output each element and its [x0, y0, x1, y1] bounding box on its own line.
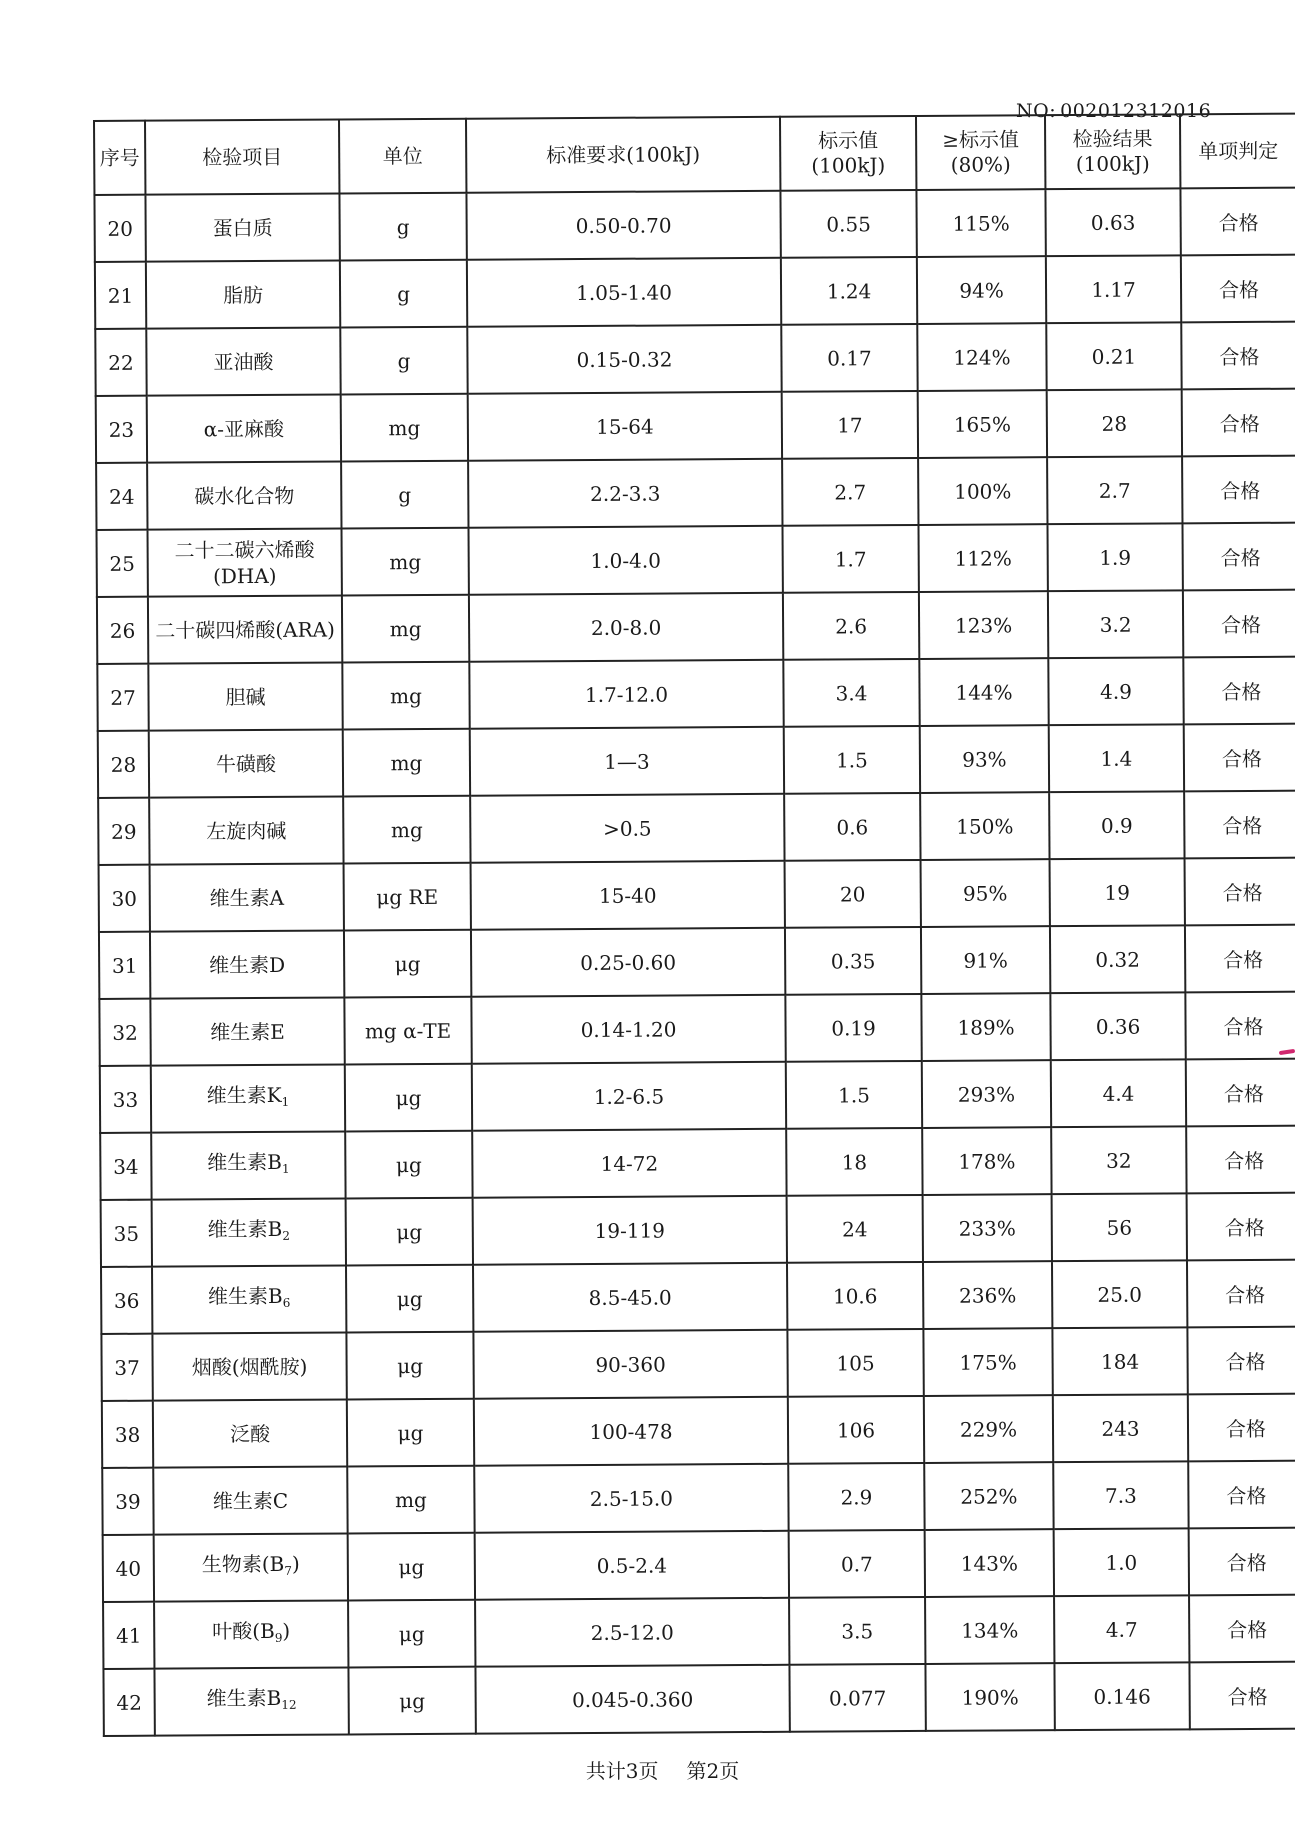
cell-no: 27	[97, 664, 148, 731]
cell-judgement: 合格	[1187, 1260, 1295, 1328]
header-no: 序号	[94, 121, 145, 195]
item-name: 生物素(B	[201, 1551, 285, 1577]
cell-judgement: 合格	[1182, 456, 1295, 524]
cell-item: 左旋肉碱	[149, 796, 343, 864]
cell-item	[151, 1131, 345, 1199]
cell-result: 1.9	[1047, 523, 1182, 591]
item-name-tail: )	[291, 1551, 300, 1576]
table-row	[97, 657, 1295, 731]
cell-unit: μg	[348, 1533, 475, 1601]
cell-unit: μg	[348, 1600, 475, 1668]
cell-no: 29	[98, 798, 149, 865]
cell-no: 23	[96, 396, 147, 463]
table-row	[102, 1461, 1295, 1535]
cell-labeled-value: 0.6	[784, 793, 920, 861]
cell-judgement: 合格	[1184, 791, 1295, 859]
table-row	[99, 992, 1295, 1066]
table-row	[100, 1059, 1295, 1133]
cell-unit: μg RE	[344, 863, 471, 931]
item-name-line2: (DHA)	[212, 563, 277, 588]
cell-item	[151, 1064, 345, 1132]
item-name: 维生素B	[207, 1216, 283, 1242]
cell-percent-of-labeled: 175%	[923, 1328, 1052, 1396]
cell-standard: 2.0-8.0	[469, 593, 783, 662]
cell-labeled-value: 0.17	[781, 324, 917, 392]
cell-labeled-value: 18	[786, 1128, 922, 1196]
cell-percent-of-labeled: 229%	[924, 1395, 1053, 1463]
cell-result: 4.4	[1051, 1059, 1186, 1127]
cell-percent-of-labeled: 178%	[922, 1127, 1051, 1195]
cell-percent-of-labeled: 94%	[917, 256, 1046, 324]
cell-labeled-value: 2.6	[783, 592, 919, 660]
cell-standard: 0.15-0.32	[467, 325, 781, 394]
cell-percent-of-labeled: 252%	[924, 1462, 1053, 1530]
cell-unit: μg	[346, 1332, 473, 1400]
cell-percent-of-labeled: 112%	[918, 524, 1047, 592]
table-header-row	[94, 114, 1295, 195]
cell-judgement: 合格	[1187, 1327, 1295, 1395]
cell-item	[152, 1265, 346, 1333]
header-pct-line1: ≥标示值	[942, 127, 1020, 152]
cell-no: 20	[94, 195, 145, 262]
cell-judgement: 合格	[1184, 724, 1295, 792]
cell-no: 31	[99, 932, 150, 999]
cell-standard: 0.25-0.60	[471, 928, 785, 997]
cell-standard: 15-64	[468, 392, 782, 461]
cell-unit: μg	[345, 1064, 472, 1132]
item-subscript: 1	[281, 1094, 290, 1109]
cell-unit: g	[340, 260, 467, 328]
cell-percent-of-labeled: 150%	[920, 792, 1049, 860]
cell-percent-of-labeled: 189%	[921, 993, 1050, 1061]
cell-labeled-value: 106	[788, 1396, 924, 1464]
item-name-tail: )	[282, 1618, 291, 1643]
cell-standard: 100-478	[474, 1397, 788, 1466]
cell-no: 41	[103, 1602, 154, 1669]
cell-labeled-value: 3.4	[783, 659, 919, 727]
cell-unit: mg	[341, 394, 468, 462]
cell-result: 2.7	[1047, 456, 1182, 524]
table-body	[94, 188, 1295, 1736]
cell-result: 4.7	[1054, 1595, 1189, 1663]
cell-standard: 15-40	[471, 861, 785, 930]
cell-item: 亚油酸	[146, 327, 340, 395]
cell-labeled-value: 20	[785, 860, 921, 928]
cell-unit: g	[339, 193, 466, 261]
cell-standard: 1—3	[470, 727, 784, 796]
cell-item: 维生素C	[153, 1466, 347, 1534]
item-name: 维生素K	[206, 1082, 282, 1108]
header-standard: 标准要求(100kJ)	[466, 117, 780, 193]
cell-item	[154, 1533, 348, 1601]
header-result-line2: (100kJ)	[1075, 151, 1150, 176]
cell-result: 0.36	[1050, 992, 1185, 1060]
cell-unit: mg	[342, 662, 469, 730]
item-name: 叶酸(B	[212, 1618, 275, 1644]
cell-judgement: 合格	[1185, 858, 1295, 926]
cell-labeled-value: 0.35	[785, 927, 921, 995]
item-subscript: 9	[274, 1630, 283, 1645]
table-row	[95, 255, 1295, 329]
cell-judgement: 合格	[1185, 992, 1295, 1060]
header-labeled-value	[780, 116, 916, 191]
cell-percent-of-labeled: 293%	[922, 1060, 1051, 1128]
cell-item: 胆碱	[148, 662, 342, 730]
cell-result: 56	[1052, 1193, 1187, 1261]
cell-percent-of-labeled: 124%	[917, 323, 1046, 391]
cell-result: 0.63	[1045, 188, 1180, 256]
table-row	[101, 1327, 1295, 1401]
report-number-value: 002012312016	[1060, 100, 1212, 122]
cell-standard: >0.5	[470, 794, 784, 863]
cell-no: 32	[99, 999, 150, 1066]
cell-labeled-value: 0.077	[789, 1664, 925, 1732]
cell-percent-of-labeled: 233%	[923, 1194, 1052, 1262]
cell-item: 烟酸(烟酰胺)	[152, 1332, 346, 1400]
cell-percent-of-labeled: 134%	[925, 1596, 1054, 1664]
cell-item: 维生素D	[150, 930, 344, 998]
item-name: 维生素B	[207, 1283, 283, 1309]
cell-result: 19	[1050, 858, 1185, 926]
item-name: 二十二碳六烯酸	[174, 537, 315, 563]
cell-standard: 1.2-6.5	[472, 1062, 786, 1131]
table-row	[103, 1595, 1295, 1669]
cell-judgement: 合格	[1183, 590, 1295, 658]
cell-no: 21	[95, 262, 146, 329]
cell-item	[148, 528, 342, 596]
cell-result: 0.32	[1050, 925, 1185, 993]
report-number-label: NO:	[1016, 100, 1057, 122]
cell-judgement: 合格	[1189, 1528, 1295, 1596]
cell-result: 3.2	[1048, 590, 1183, 658]
table-row	[99, 858, 1295, 932]
cell-no: 40	[103, 1535, 154, 1602]
cell-result: 4.9	[1048, 657, 1183, 725]
item-subscript: 2	[282, 1228, 291, 1243]
table-row	[97, 590, 1295, 664]
cell-unit: mg	[343, 796, 470, 864]
header-labeled-line1: 标示值	[818, 128, 879, 153]
cell-standard: 0.5-2.4	[475, 1531, 789, 1600]
cell-no: 34	[100, 1133, 151, 1200]
cell-labeled-value: 2.9	[788, 1463, 924, 1531]
cell-standard: 1.7-12.0	[469, 660, 783, 729]
cell-labeled-value: 24	[787, 1195, 923, 1263]
page-footer	[0, 1755, 1295, 1784]
cell-percent-of-labeled: 165%	[918, 390, 1047, 458]
cell-item: 维生素A	[150, 863, 344, 931]
table-row	[96, 389, 1295, 463]
cell-judgement: 合格	[1189, 1595, 1295, 1663]
cell-unit: μg	[348, 1667, 475, 1735]
cell-unit: μg	[345, 1131, 472, 1199]
cell-judgement: 合格	[1189, 1662, 1295, 1730]
cell-standard: 1.05-1.40	[467, 258, 781, 327]
cell-percent-of-labeled: 95%	[921, 859, 1050, 927]
cell-item	[152, 1198, 346, 1266]
cell-item: α-亚麻酸	[147, 394, 341, 462]
cell-no: 35	[101, 1200, 152, 1267]
cell-no: 22	[95, 329, 146, 396]
cell-standard: 0.045-0.360	[475, 1665, 789, 1734]
cell-percent-of-labeled: 236%	[923, 1261, 1052, 1329]
cell-labeled-value: 1.24	[781, 257, 917, 325]
cell-standard: 0.50-0.70	[466, 191, 780, 260]
cell-item	[154, 1600, 348, 1668]
cell-percent-of-labeled: 93%	[920, 725, 1049, 793]
cell-result: 243	[1053, 1394, 1188, 1462]
cell-no: 28	[98, 731, 149, 798]
cell-unit: g	[340, 327, 467, 395]
cell-no: 38	[102, 1401, 153, 1468]
cell-judgement: 合格	[1187, 1193, 1295, 1261]
cell-item: 二十碳四烯酸(ARA)	[148, 595, 342, 663]
table-row	[97, 523, 1295, 597]
cell-unit: mg	[347, 1466, 474, 1534]
cell-standard: 19-119	[473, 1196, 787, 1265]
cell-labeled-value: 1.5	[786, 1061, 922, 1129]
cell-unit: mg α-TE	[344, 997, 471, 1065]
cell-no: 26	[97, 597, 148, 664]
cell-item	[154, 1667, 348, 1735]
cell-result: 25.0	[1052, 1260, 1187, 1328]
inspection-results-table	[93, 113, 1295, 1737]
cell-unit: μg	[346, 1265, 473, 1333]
table-row	[103, 1528, 1295, 1602]
item-subscript: 7	[284, 1563, 293, 1578]
cell-item: 碳水化合物	[147, 461, 341, 529]
cell-labeled-value: 2.7	[782, 458, 918, 526]
cell-labeled-value: 0.19	[785, 994, 921, 1062]
cell-standard: 2.2-3.3	[468, 459, 782, 528]
footer-total-pages: 共计3页	[585, 1759, 659, 1783]
cell-labeled-value: 105	[787, 1329, 923, 1397]
header-result	[1045, 114, 1180, 189]
cell-no: 39	[102, 1468, 153, 1535]
cell-standard: 90-360	[473, 1330, 787, 1399]
cell-no: 25	[97, 530, 148, 597]
cell-percent-of-labeled: 123%	[919, 591, 1048, 659]
cell-standard: 8.5-45.0	[473, 1263, 787, 1332]
cell-standard: 0.14-1.20	[471, 995, 785, 1064]
cell-no: 30	[99, 865, 150, 932]
cell-judgement: 合格	[1180, 188, 1295, 256]
cell-percent-of-labeled: 115%	[916, 189, 1045, 257]
cell-standard: 1.0-4.0	[468, 526, 782, 595]
item-subscript: 1	[281, 1161, 290, 1176]
table-row	[98, 791, 1295, 865]
cell-percent-of-labeled: 91%	[921, 926, 1050, 994]
table-row	[102, 1394, 1295, 1468]
cell-standard: 2.5-12.0	[475, 1598, 789, 1667]
header-pct-line2: (80%)	[950, 152, 1011, 177]
cell-item: 脂肪	[146, 260, 340, 328]
cell-result: 0.146	[1054, 1662, 1189, 1730]
cell-labeled-value: 1.5	[784, 726, 920, 794]
cell-judgement: 合格	[1188, 1461, 1295, 1529]
cell-no: 33	[100, 1066, 151, 1133]
cell-judgement: 合格	[1186, 1059, 1295, 1127]
cell-judgement: 合格	[1182, 389, 1295, 457]
cell-no: 36	[101, 1267, 152, 1334]
table-row	[103, 1662, 1295, 1736]
cell-standard: 2.5-15.0	[474, 1464, 788, 1533]
cell-labeled-value: 3.5	[789, 1597, 925, 1665]
cell-result: 0.9	[1049, 791, 1184, 859]
footer-current-page: 第2页	[686, 1759, 740, 1783]
cell-unit: mg	[341, 528, 468, 596]
cell-judgement: 合格	[1182, 523, 1295, 591]
cell-no: 42	[103, 1669, 154, 1736]
table-row	[101, 1193, 1295, 1267]
cell-no: 24	[96, 463, 147, 530]
cell-judgement: 合格	[1183, 657, 1295, 725]
cell-unit: μg	[347, 1399, 474, 1467]
cell-standard: 14-72	[472, 1129, 786, 1198]
cell-labeled-value: 0.7	[789, 1530, 925, 1598]
cell-judgement: 合格	[1181, 255, 1295, 323]
table-row	[95, 322, 1295, 396]
cell-judgement: 合格	[1181, 322, 1295, 390]
cell-item: 蛋白质	[145, 193, 339, 261]
cell-labeled-value: 10.6	[787, 1262, 923, 1330]
header-result-line1: 检验结果	[1072, 126, 1153, 152]
cell-percent-of-labeled: 190%	[925, 1663, 1054, 1731]
cell-labeled-value: 1.7	[782, 525, 918, 593]
cell-result: 1.17	[1046, 255, 1181, 323]
item-subscript: 6	[282, 1295, 291, 1310]
table-row	[100, 1126, 1295, 1200]
header-unit: 单位	[339, 119, 466, 194]
cell-result: 28	[1047, 389, 1182, 457]
cell-percent-of-labeled: 143%	[925, 1529, 1054, 1597]
cell-result: 1.0	[1054, 1528, 1189, 1596]
cell-unit: mg	[343, 729, 470, 797]
cell-labeled-value: 17	[782, 391, 918, 459]
cell-result: 1.4	[1049, 724, 1184, 792]
header-judgement: 单项判定	[1180, 114, 1295, 189]
header-percent-of-labeled	[916, 115, 1045, 190]
table-row	[99, 925, 1295, 999]
table-row	[101, 1260, 1295, 1334]
table-row	[94, 188, 1295, 262]
cell-unit: g	[341, 461, 468, 529]
table-row	[96, 456, 1295, 530]
cell-percent-of-labeled: 144%	[919, 658, 1048, 726]
cell-unit: mg	[342, 595, 469, 663]
cell-judgement: 合格	[1185, 925, 1295, 993]
cell-unit: μg	[346, 1198, 473, 1266]
cell-result: 0.21	[1046, 322, 1181, 390]
item-name: 维生素B	[207, 1149, 282, 1175]
cell-unit: μg	[344, 930, 471, 998]
cell-result: 7.3	[1053, 1461, 1188, 1529]
cell-percent-of-labeled: 100%	[918, 457, 1047, 525]
header-item: 检验项目	[145, 119, 339, 194]
cell-result: 32	[1051, 1126, 1186, 1194]
cell-result: 184	[1052, 1327, 1187, 1395]
cell-item: 牛磺酸	[149, 729, 343, 797]
item-subscript: 12	[281, 1697, 297, 1712]
cell-judgement: 合格	[1188, 1394, 1295, 1462]
item-name: 维生素B	[206, 1685, 282, 1711]
cell-no: 37	[101, 1334, 152, 1401]
table-row	[98, 724, 1295, 798]
cell-item: 泛酸	[153, 1399, 347, 1467]
cell-labeled-value: 0.55	[780, 190, 916, 258]
cell-judgement: 合格	[1186, 1126, 1295, 1194]
header-labeled-line2: (100kJ)	[811, 153, 886, 178]
cell-item: 维生素E	[150, 997, 344, 1065]
